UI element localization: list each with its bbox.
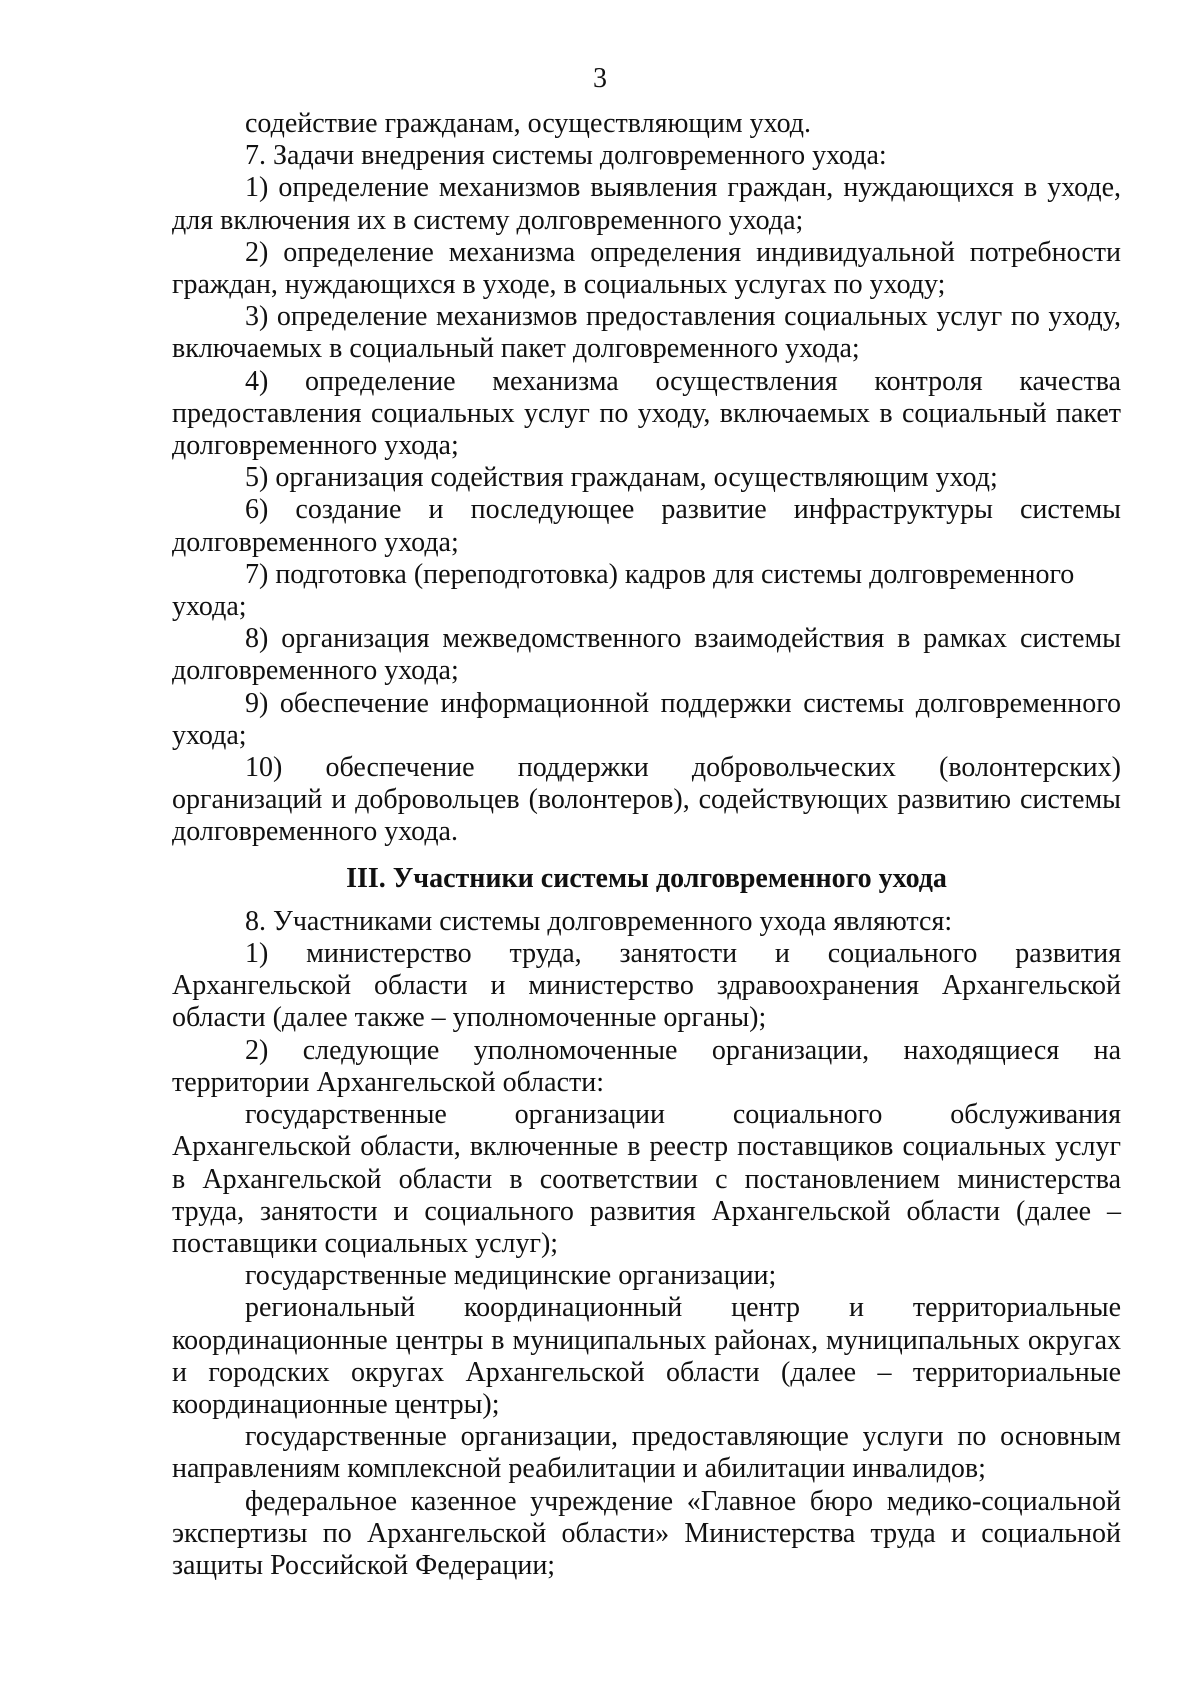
list-item: региональный координационный центр и территориальные координационные центры в муниципальных районах, муниципальных округах и городских округах Архангельской области (далее – территориальные координационные центры); xyxy=(172,1292,1121,1420)
list-item: 5) организация содействия гражданам, осуществляющим уход; xyxy=(245,462,998,494)
list-item: государственные организации социального обслуживания Архангельской области, включенные в реестр поставщиков социальных услуг в Архангельской области в соответствии с постановлением министерства труда, занятости и социального развития Архангельской области (далее – поставщики социальных услуг); xyxy=(172,1099,1121,1259)
paragraph: содействие гражданам, осуществляющим уход. xyxy=(245,108,812,139)
list-item: 4) определение механизма осуществления контроля качества предоставления социальных услуг по уходу, включаемых в социальный пакет долговременного ухода; xyxy=(172,365,1121,462)
list-item: 6) создание и последующее развитие инфраструктуры системы долговременного ухода; xyxy=(172,494,1121,558)
list-item: 1) министерство труда, занятости и социального развития Архангельской области и министерство здравоохранения Архангельской области (далее также – уполномоченные органы); xyxy=(172,938,1121,1034)
list-item: 3) определение механизмов предоставления социальных услуг по уходу, включаемых в социальный пакет долговременного ухода; xyxy=(172,301,1121,365)
paragraph: 8. Участниками системы долговременного ухода являются: xyxy=(245,905,953,937)
list-item: федеральное казенное учреждение «Главное бюро медико-социальной экспертизы по Архангельской области» Министерства труда и социальной защиты Российской Федерации; xyxy=(172,1485,1121,1581)
list-item: государственные медицинские организации; xyxy=(245,1260,777,1292)
paragraph: 7. Задачи внедрения системы долговременного ухода: xyxy=(245,140,887,172)
page-number: 3 xyxy=(593,63,607,94)
document-body xyxy=(172,108,1121,1582)
list-item: 7) подготовка (переподготовка) кадров для системы долговременного ухода; xyxy=(172,558,1075,623)
list-item: 9) обеспечение информационной поддержки системы долговременного ухода; xyxy=(172,687,1121,751)
list-item: государственные организации, предоставляющие услуги по основным направлениям комплексной реабилитации и абилитации инвалидов; xyxy=(172,1421,1121,1485)
list-item: 2) определение механизма определения индивидуальной потребности граждан, нуждающихся в уходе, в социальных услугах по уходу; xyxy=(172,236,1121,301)
list-item: 2) следующие уполномоченные организации, находящиеся на территории Архангельской области: xyxy=(172,1034,1121,1098)
section-heading: III. Участники системы долговременного ухода xyxy=(346,862,947,894)
list-item: 10) обеспечение поддержки добровольческих (волонтерских) организаций и добровольцев (волонтеров), содействующих развитию системы долговременного ухода. xyxy=(172,752,1121,848)
list-item: 1) определение механизмов выявления граждан, нуждающихся в уходе, для включения их в систему долговременного ухода; xyxy=(172,172,1121,236)
list-item: 8) организация межведомственного взаимодействия в рамках системы долговременного ухода; xyxy=(172,623,1121,687)
